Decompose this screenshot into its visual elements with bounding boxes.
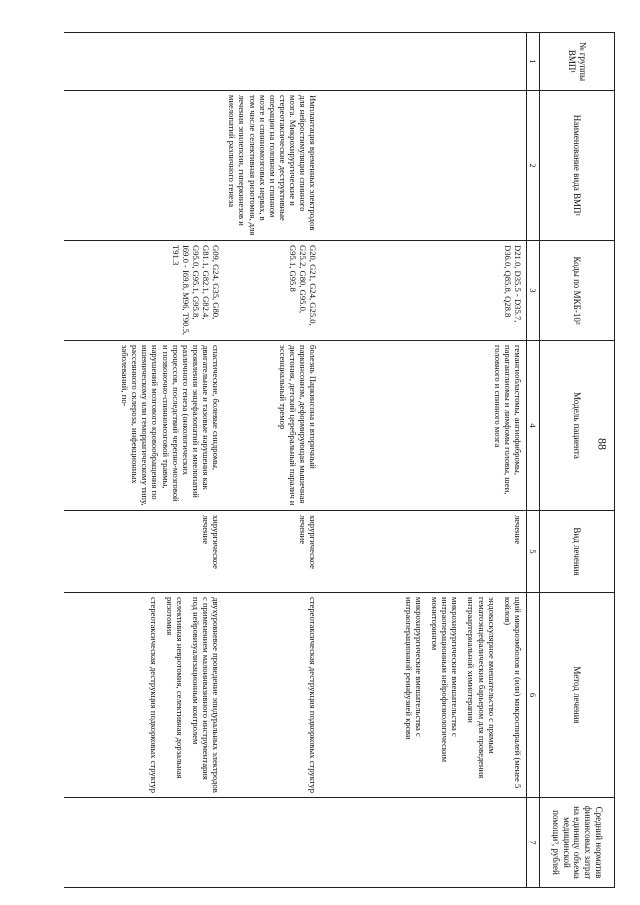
column-number: 6	[526, 593, 539, 798]
vmp-table	[64, 32, 615, 888]
rotated-page	[90, 32, 615, 887]
table-row	[224, 33, 321, 888]
method-line: стереотаксическая деструкция подкорковых структур	[148, 597, 159, 794]
column-number: 4	[526, 341, 539, 511]
treatment-type-cell: лечение	[321, 511, 526, 593]
header-group-number: № группы ВМП¹	[540, 33, 615, 91]
method-line: эндоваскулярное вмешательство с прямым гематоэнцефалическим барьером для проведения интраартериальной химиотерапии	[466, 597, 497, 779]
header-treatment-method: Метод лечения	[540, 593, 615, 798]
method-line: щий микроэмболов и (или) микроспиралей (менее 5 койлов)	[502, 597, 523, 789]
header-row	[540, 33, 615, 888]
patient-model-cell: спастические, болевые синдромы, двигательные и тазовые нарушения как проявления энцефалопатий и миелопатий различного генеза (онкологических процессов, последствий черепно-мозговой и позвоночно-спинномозговой травмы, нарушений мозгового кровообращения по ишемическому или геморрагическому типу, рассеянного склероза, инфекционных заболеваний, по-	[64, 341, 224, 511]
average-cost-cell	[224, 798, 321, 888]
average-cost-cell	[321, 798, 526, 888]
treatment-method-cell	[224, 593, 321, 798]
column-number-row	[526, 33, 539, 888]
icd-codes-cell: D21.0, D35.5 - D35.7, D36.0, Q85.8, Q28.8	[321, 241, 526, 341]
method-line: микрохирургические вмешательства с интраоперационной реинфузией крови	[403, 597, 424, 740]
column-number: 1	[526, 33, 539, 91]
method-line: стереотаксическая деструкция подкорковых структур	[308, 597, 319, 794]
column-number: 5	[526, 511, 539, 593]
icd-codes-cell: G09, G24, G35, G80, G81.1, G82.1, G82.4, G95.0, G95.1, G95.8, I69.0 - I69.8, M96, T90.5, T91.3	[64, 241, 224, 341]
method-line: селективная невротомия, селективная дорзальная ризотомия	[164, 597, 185, 779]
header-treatment-type: Вид лечения	[540, 511, 615, 593]
treatment-type-cell: хирургическое лечение	[224, 511, 321, 593]
header-average-cost: Средний норматив финансовых затрат на единицу объема медицинской помощи³, рублей	[540, 798, 615, 888]
vmp-name-cell: Имплантация временных электродов для нейростимуляции спинного мозга. Микрохирургические и стереотаксические деструктивные операции на головном и спинном мозге и спинномозговых нервах, в том числе селективная ризотомия, для лечения эпилепсии, гиперкинезов и миелопатий различного генеза	[224, 91, 321, 241]
vmp-name-cell	[321, 91, 526, 241]
patient-model-cell: гемангиобластомы, ангиофибромы, параганглиомы и лимфомы головы, шеи, головного и спинного мозга	[321, 341, 526, 511]
group-cell	[64, 33, 224, 91]
header-vmp-name: Наименование вида ВМП¹	[540, 91, 615, 241]
treatment-type-cell: хирургическое лечение	[64, 511, 224, 593]
table-row	[64, 33, 224, 888]
method-line: двухуровневое проведение эпидуральных электродов с применением малоинвазивного инструментария под нейровизуализационным контролем	[190, 597, 222, 793]
header-patient-model: Модель пациента	[540, 341, 615, 511]
column-number: 3	[526, 241, 539, 341]
header-icd-codes: Коды по МКБ-10²	[540, 241, 615, 341]
column-number: 2	[526, 91, 539, 241]
table-row	[321, 33, 526, 888]
treatment-method-cell	[64, 593, 224, 798]
page-number: 88	[595, 438, 610, 450]
group-cell	[224, 33, 321, 91]
method-line: микрохирургические вмешательства с интраоперационным нейрофизиологическим мониторингом	[430, 597, 461, 763]
icd-codes-cell: G20, G21, G24, G25.0, G25.2, G80, G95.0, G95.1, G95.8	[224, 241, 321, 341]
treatment-method-cell	[321, 593, 526, 798]
group-cell	[321, 33, 526, 91]
column-number: 7	[526, 798, 539, 888]
average-cost-cell	[64, 798, 224, 888]
patient-model-cell: болезнь Паркинсона и вторичный паркинсонизм, деформирующая мышечная дистония, детский церебральный паралич и эссенциальный тремор	[224, 341, 321, 511]
vmp-name-cell	[64, 91, 224, 241]
